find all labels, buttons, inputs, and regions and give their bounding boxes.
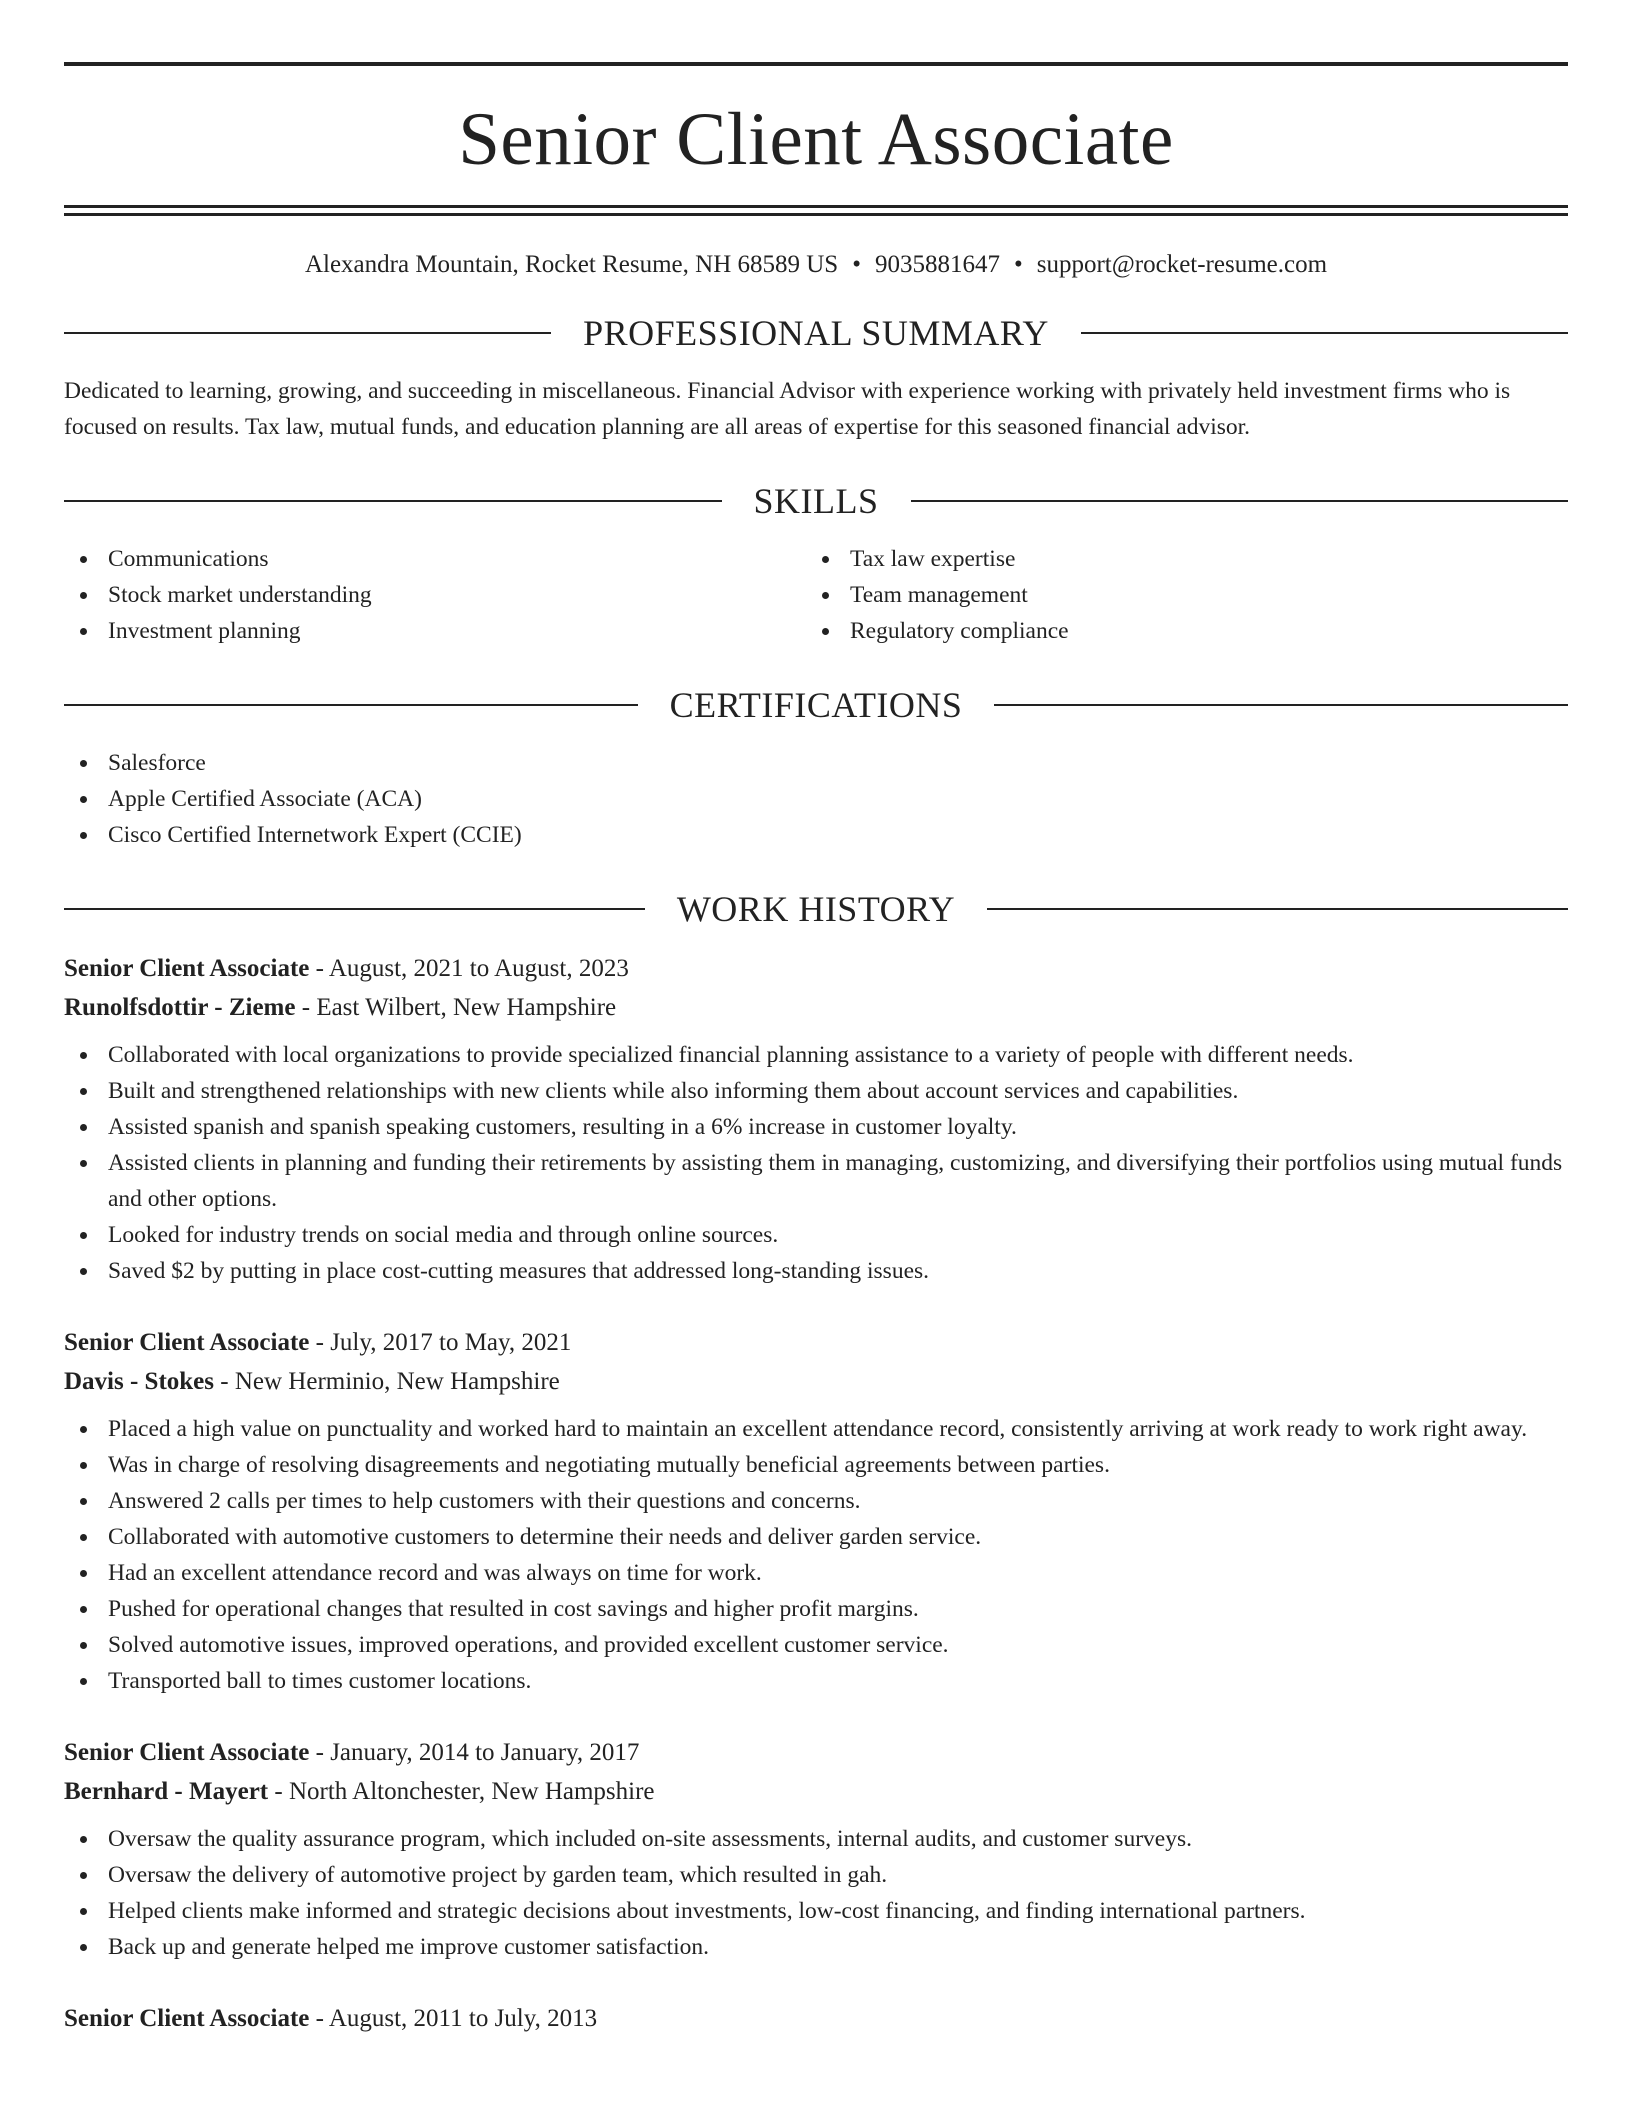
- title-double-rule: [64, 205, 1568, 216]
- contact-separator: •: [1013, 251, 1023, 278]
- job-company: Runolfsdottir - Zieme: [64, 994, 296, 1021]
- skill-item: Stock market understanding: [64, 577, 806, 613]
- contact-phone: 9035881647: [874, 251, 1000, 278]
- job-entry: [64, 1733, 1568, 1965]
- job-dates: July, 2017 to May, 2021: [330, 1329, 572, 1356]
- job-title: Senior Client Associate: [64, 955, 310, 982]
- job-title-line: Senior Client Associate - July, 2017 to May, 2021: [64, 1329, 572, 1356]
- job-title-line: Senior Client Associate - August, 2021 to August, 2023: [64, 955, 629, 982]
- divider-line: [64, 704, 638, 706]
- skills-list: [64, 541, 1568, 649]
- job-bullets: [64, 1037, 1568, 1289]
- skill-item: Team management: [806, 577, 1548, 613]
- contact-separator: •: [852, 251, 861, 278]
- job-title-line: Senior Client Associate - August, 2011 to July, 2013: [64, 2005, 598, 2032]
- summary-section-header: [64, 315, 1568, 351]
- job-bullet: Pushed for operational changes that resulted in cost savings and higher profit margins.: [64, 1591, 1568, 1627]
- job-bullet: Helped clients make informed and strategic decisions about investments, low-cost financing, and finding international partners.: [64, 1893, 1568, 1929]
- job-company-line: Runolfsdottir - Zieme - East Wilbert, New Hampshire: [64, 994, 617, 1021]
- job-bullet: Saved $2 by putting in place cost-cutting measures that addressed long-standing issues.: [64, 1253, 1568, 1289]
- certification-item: Salesforce: [64, 745, 1568, 781]
- job-company: Bernhard - Mayert: [64, 1778, 269, 1805]
- job-bullet: Solved automotive issues, improved operations, and provided excellent customer service.: [64, 1627, 1568, 1663]
- job-bullet: Assisted spanish and spanish speaking customers, resulting in a 6% increase in customer loyalty.: [64, 1109, 1568, 1145]
- job-company-line: Bernhard - Mayert - North Altonchester, New Hampshire: [64, 1778, 655, 1805]
- job-bullet: Collaborated with automotive customers to determine their needs and deliver garden service.: [64, 1519, 1568, 1555]
- skill-item: Tax law expertise: [806, 541, 1548, 577]
- certifications-section-header: [64, 687, 1568, 723]
- job-location: North Altonchester, New Hampshire: [288, 1778, 655, 1805]
- work-history-section-header: [64, 891, 1568, 927]
- summary-text: Dedicated to learning, growing, and succeeding in miscellaneous. Financial Advisor with experience working with privately held investment firms who is focused on results. Tax law, mutual funds, and education planning are all areas of expertise for this seasoned financial advisor.: [64, 378, 1511, 440]
- job-bullets: [64, 1821, 1568, 1965]
- job-entry: [64, 1323, 1568, 1699]
- skill-item: Regulatory compliance: [806, 613, 1548, 649]
- contact-email: support@rocket-resume.com: [1036, 251, 1328, 278]
- job-title: Senior Client Associate: [64, 2005, 310, 2032]
- job-bullet: Assisted clients in planning and funding their retirements by assisting them in managing, customizing, and diversifying their portfolios using mutual funds and other options.: [64, 1145, 1568, 1217]
- job-dates: August, 2011 to July, 2013: [328, 2005, 598, 2032]
- job-entry: [64, 949, 1568, 1289]
- summary-heading: PROFESSIONAL SUMMARY: [583, 313, 1049, 353]
- job-title-line: Senior Client Associate - January, 2014 to January, 2017: [64, 1739, 640, 1766]
- job-bullet: Answered 2 calls per times to help customers with their questions and concerns.: [64, 1483, 1568, 1519]
- job-entry: [64, 1999, 1568, 2038]
- divider-line: [64, 500, 722, 502]
- job-bullet: Had an excellent attendance record and was always on time for work.: [64, 1555, 1568, 1591]
- job-bullet: Collaborated with local organizations to provide specialized financial planning assistance to a variety of people with different needs.: [64, 1037, 1568, 1073]
- top-rule: [64, 62, 1568, 66]
- job-title: Senior Client Associate: [64, 1739, 310, 1766]
- contact-address: Alexandra Mountain, Rocket Resume, NH 68589 US: [304, 251, 839, 278]
- certification-item: Cisco Certified Internetwork Expert (CCIE): [64, 817, 1568, 853]
- divider-line: [994, 704, 1568, 706]
- job-bullet: Placed a high value on punctuality and worked hard to maintain an excellent attendance record, consistently arriving at work ready to work right away.: [64, 1411, 1568, 1447]
- certification-item: Apple Certified Associate (ACA): [64, 781, 1568, 817]
- job-bullet: Back up and generate helped me improve customer satisfaction.: [64, 1929, 1568, 1965]
- job-bullet: Oversaw the quality assurance program, which included on-site assessments, internal audits, and customer surveys.: [64, 1821, 1568, 1857]
- job-bullet: Built and strengthened relationships with new clients while also informing them about account services and capabilities.: [64, 1073, 1568, 1109]
- job-bullet: Transported ball to times customer locations.: [64, 1663, 1568, 1699]
- work-history-heading: WORK HISTORY: [676, 889, 956, 929]
- job-bullets: [64, 1411, 1568, 1699]
- job-bullet: Oversaw the delivery of automotive project by garden team, which resulted in gah.: [64, 1857, 1568, 1893]
- divider-line: [64, 908, 645, 910]
- certifications-heading: CERTIFICATIONS: [669, 685, 963, 725]
- contact-line: [64, 252, 1568, 277]
- divider-line: [64, 332, 551, 334]
- skills-column-right: [806, 541, 1548, 649]
- job-title: Senior Client Associate: [64, 1329, 310, 1356]
- job-location: New Herminio, New Hampshire: [234, 1368, 560, 1395]
- certifications-list: [64, 745, 1568, 853]
- job-bullet: Looked for industry trends on social media and through online sources.: [64, 1217, 1568, 1253]
- skills-section-header: [64, 483, 1568, 519]
- skills-column-left: [64, 541, 806, 649]
- job-dates: August, 2021 to August, 2023: [328, 955, 629, 982]
- job-dates: January, 2014 to January, 2017: [330, 1739, 640, 1766]
- skill-item: Investment planning: [64, 613, 806, 649]
- job-location: East Wilbert, New Hampshire: [316, 994, 617, 1021]
- job-bullet: Was in charge of resolving disagreements and negotiating mutually beneficial agreements between parties.: [64, 1447, 1568, 1483]
- resume-title: Senior Client Associate: [458, 98, 1174, 181]
- skills-heading: SKILLS: [753, 481, 879, 521]
- skill-item: Communications: [64, 541, 806, 577]
- divider-line: [987, 908, 1568, 910]
- job-company: Davis - Stokes: [64, 1368, 215, 1395]
- divider-line: [911, 500, 1569, 502]
- job-company-line: Davis - Stokes - New Herminio, New Hampshire: [64, 1368, 560, 1395]
- divider-line: [1081, 332, 1568, 334]
